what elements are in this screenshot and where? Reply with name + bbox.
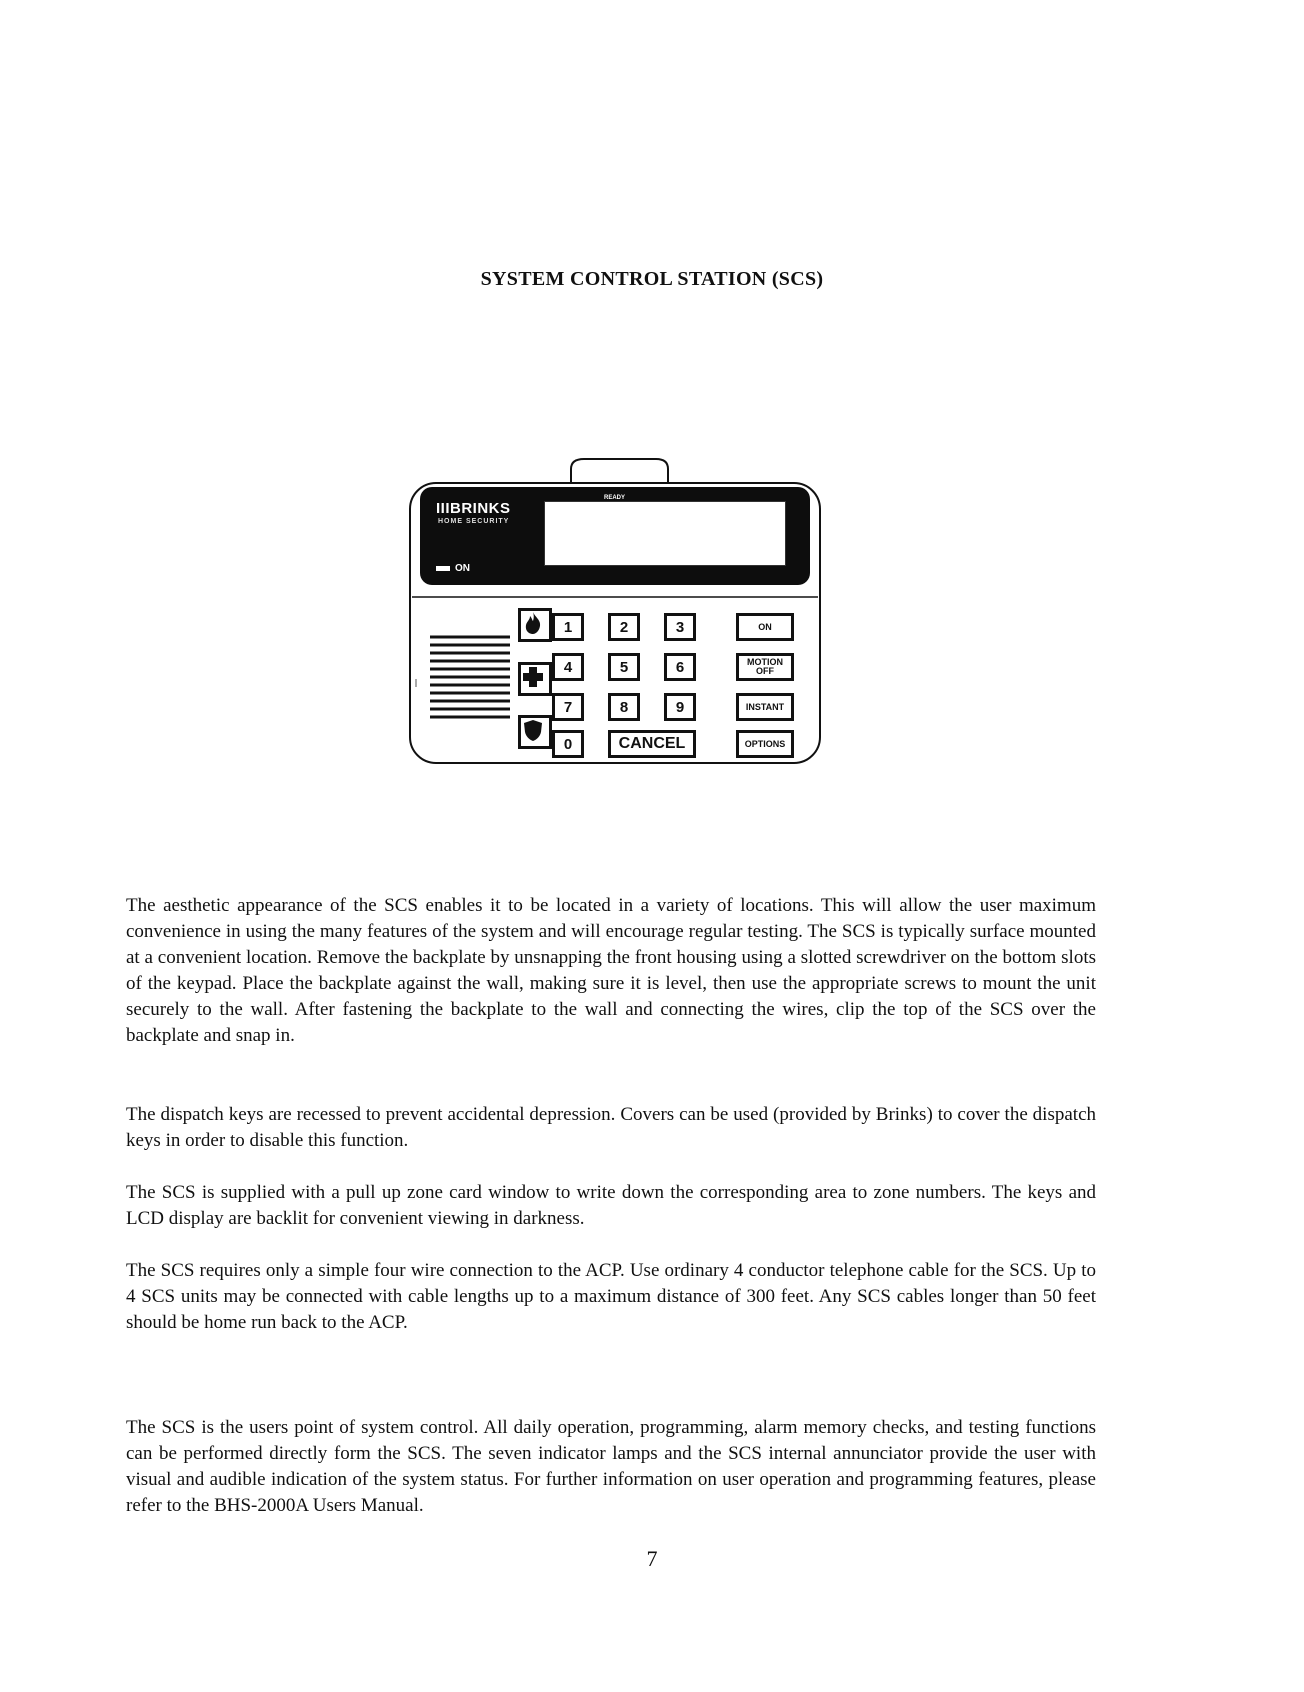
fire-dispatch-key[interactable] <box>518 608 552 642</box>
options-key[interactable]: OPTIONS <box>736 730 794 758</box>
key-8[interactable]: 8 <box>608 693 640 721</box>
police-dispatch-key[interactable] <box>518 715 552 749</box>
key-6[interactable]: 6 <box>664 653 696 681</box>
key-1[interactable]: 1 <box>552 613 584 641</box>
paragraph-zone-card: The SCS is supplied with a pull up zone card window to write down the corresponding area to zone numbers. The keys and LCD display are backlit for convenient viewing in darkness. <box>126 1182 1096 1229</box>
scs-keypad-illustration <box>406 447 824 767</box>
medical-dispatch-key[interactable] <box>518 662 552 696</box>
key-7[interactable]: 7 <box>552 693 584 721</box>
lcd-screen <box>544 501 786 566</box>
key-0[interactable]: 0 <box>552 730 584 758</box>
key-9[interactable]: 9 <box>664 693 696 721</box>
brand-subtitle: HOME SECURITY <box>438 518 510 525</box>
flame-icon <box>521 611 545 635</box>
brand-logo: IIIBRINKS <box>436 500 511 517</box>
on-indicator <box>436 563 470 574</box>
cancel-key[interactable]: CANCEL <box>608 730 696 758</box>
paragraph-installation: The aesthetic appearance of the SCS enables it to be located in a variety of locations. This will allow the user maximum convenience in using the many features of the system and will encourage regular testing. The SCS is typically surface mounted at a convenient location. Remove the backplate by unsnapping the front housing using a slotted screwdriver on the bottom slots of the keypad. Place the backplate against the wall, making sure it is level, then use the appropriate screws to mount the unit securely to the wall. After fastening the backplate to the wall and connecting the wires, clip the top of the SCS over the backplate and snap in. <box>126 895 1096 1046</box>
key-2[interactable]: 2 <box>608 613 640 641</box>
page-number: 7 <box>646 1546 658 1571</box>
police-shield-icon <box>521 718 545 742</box>
key-5[interactable]: 5 <box>608 653 640 681</box>
on-key[interactable]: ON <box>736 613 794 641</box>
key-3[interactable]: 3 <box>664 613 696 641</box>
paragraph-system-control: The SCS is the users point of system control. All daily operation, programming, alarm memory checks, and testing functions can be performed directly form the SCS. The seven indicator lamps and the SCS internal annunciator provide the user with visual and audible indication of the system status. For further information on user operation and programming features, please refer to the BHS-2000A Users Manual. <box>126 1417 1096 1516</box>
on-indicator-label: ON <box>455 563 470 574</box>
medical-cross-icon <box>521 665 545 689</box>
paragraph-wiring: The SCS requires only a simple four wire connection to the ACP. Use ordinary 4 conductor telephone cable for the SCS. Up to 4 SCS units may be connected with cable lengths up to a maximum distance of 300 feet. Any SCS cables longer than 50 feet should be home run back to the ACP. <box>126 1260 1096 1333</box>
page-title: SYSTEM CONTROL STATION (SCS) <box>480 268 824 290</box>
ready-label: READY <box>604 495 626 501</box>
motion-off-key[interactable]: MOTION OFF <box>736 653 794 681</box>
indicator-lamp-icon <box>436 566 450 571</box>
instant-key[interactable]: INSTANT <box>736 693 794 721</box>
paragraph-dispatch-keys: The dispatch keys are recessed to prevent accidental depression. Covers can be used (provided by Brinks) to cover the dispatch keys in order to disable this function. <box>126 1104 1096 1151</box>
key-4[interactable]: 4 <box>552 653 584 681</box>
